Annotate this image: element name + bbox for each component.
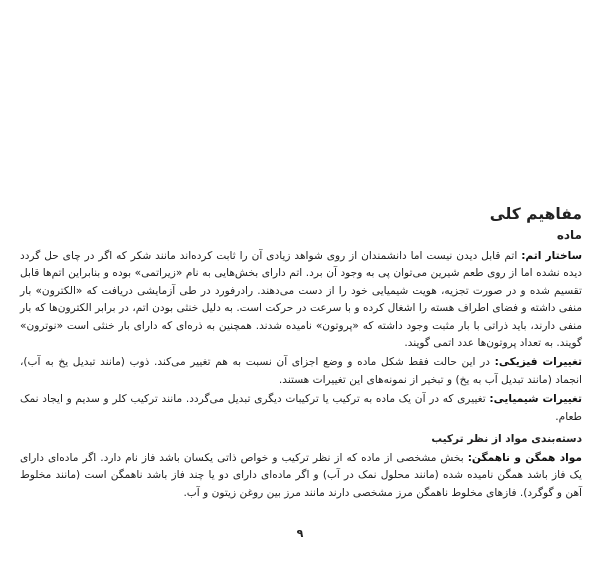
term-chemical-changes: تغییرات شیمیایی: [489,393,582,406]
text-homogeneous: بخش مشخصی از ماده که از نظر ترکیب و خواص ذاتی یکسان باشد فاز نام دارد. اگر ماده‌ای دارای یک فاز باشد همگن نامیده شده (مانند محلول نمک در آب) و اگر ماده‌ای دارای دو یا چند فاز باشد ناهمگن است (مانند مخلوط آهن و گوگرد). فازهای مخلوط ناهمگن مرز مشخصی دارند مانند مرز بین روغن زیتون و آب. [20,452,582,499]
paragraph-homogeneous [20,450,582,502]
page-subtitle: ماده [556,228,582,242]
paragraph-chemical-changes [20,391,582,426]
text-atom-structure: اتم قابل دیدن نیست اما دانشمندان از روی شواهد زیادی آن را ثابت کرده‌اند مانند شکر که اگر در چای حل گردد دیده نشده اما از روی طعم شیرین می‌توان پی به وجود آن برد. اتم دارای بخش‌هایی به نام «زیراتمی» بوده و بنابراین اتم‌ها قابل تقسیم شده و در صورت تجزیه، هویت شیمیایی خود را از دست می‌دهند. رادرفورد در طی آزمایشی دریافت که «الکترون» بار منفی داشته و فضای اطراف هسته را اشغال کرده و با سرعت در حرکت است. به دلیل خنثی بودن اتم، در برابر الکترون‌ها که بار منفی دارند، باید ذراتی با بار مثبت وجود داشته که «پروتون» نامیده شدند. همچنین به ذره‌ای که دارای بار خنثی است «نوترون» گویند. به تعداد پروتون‌ها عدد اتمی گویند. [20,250,582,350]
term-physical-changes: تغییرات فیزیکی: [494,356,582,369]
page-number: ۹ [296,527,304,540]
text-physical-changes: در این حالت فقط شکل ماده و وضع اجزای آن نسبت به هم تغییر می‌کند. ذوب (مانند تبدیل یخ به آب)، انجماد (مانند تبدیل آب به یخ) و تبخیر از نمونه‌های این تغییرات هستند. [20,356,582,386]
paragraph-physical-changes [20,354,582,389]
section-heading: دسته‌بندی مواد از نظر ترکیب [431,433,582,446]
text-chemical-changes: تغییری که در آن یک ماده به ترکیب یا ترکیبات دیگری تبدیل می‌گردد. مانند ترکیب کلر و سدیم و ایجاد نمک طعام. [20,393,582,423]
page-content [20,203,582,504]
page-title: مفاهیم کلی [489,205,582,223]
term-atom-structure: ساختار اتم: [521,250,582,262]
term-homogeneous: مواد همگن و ناهمگن: [467,452,582,465]
paragraph-atom-structure [20,248,582,352]
